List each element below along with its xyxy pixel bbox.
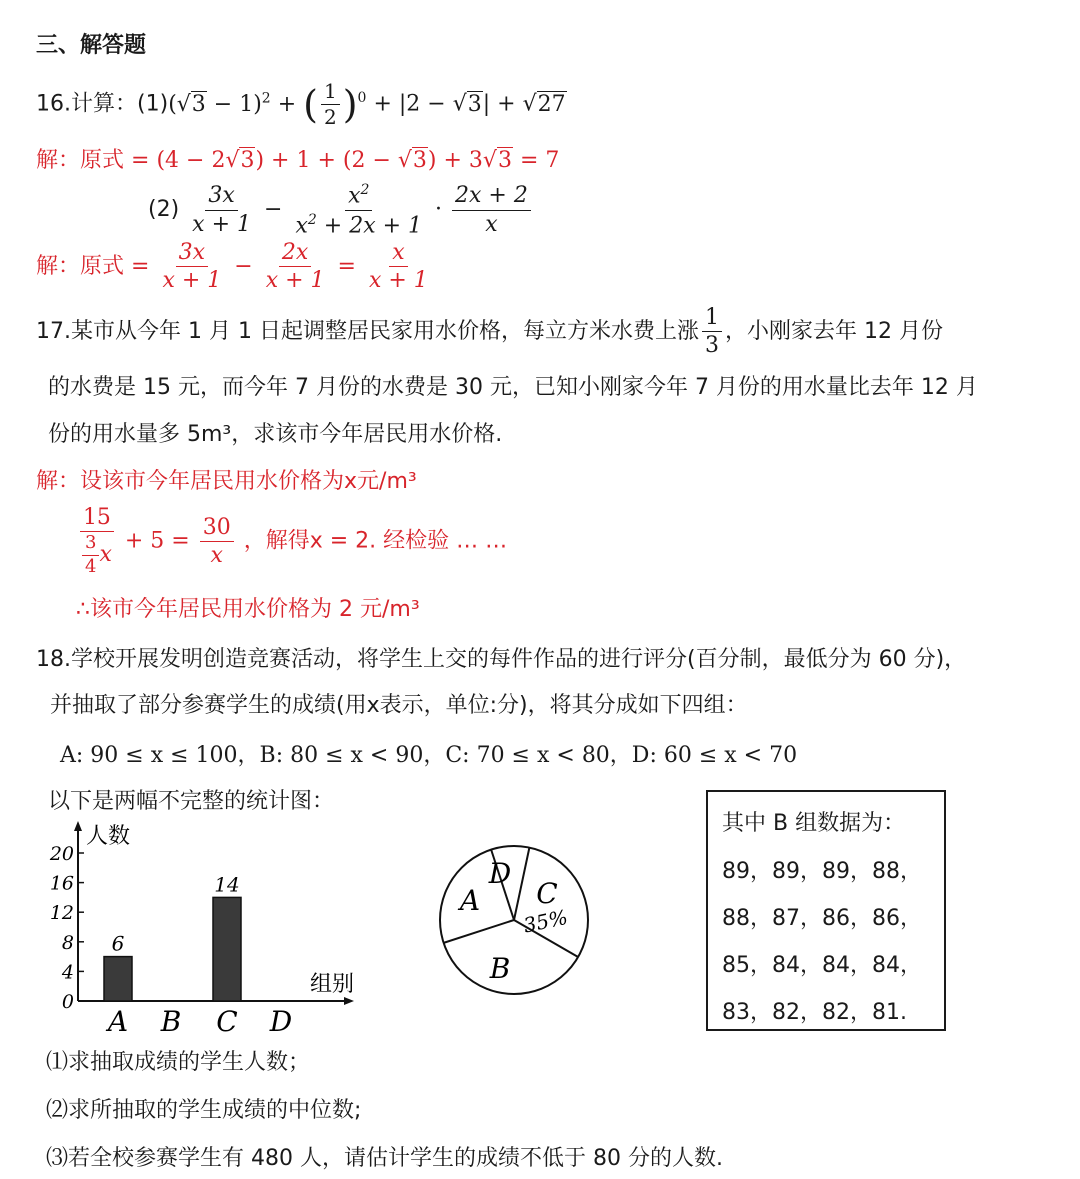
q18-line1: 18.学校开展发明创造竞赛活动，将学生上交的每件作品的进行评分(百分制，最低分为 60 分)，: [36, 647, 967, 672]
q18-sub2: ⑵求所抽取的学生成绩的中位数;: [46, 1098, 362, 1123]
pie-percent-C: 35%: [521, 904, 570, 938]
bar-category-C: C: [216, 1005, 238, 1038]
q17-solution-line1: 解：设该市今年居民用水价格为x元/m³: [36, 469, 417, 494]
pie-boundary: [514, 848, 529, 920]
q17-line2: 的水费是 15 元，而今年 7 月份的水费是 30 元，已知小刚家今年 7 月份的用水量比去年 12 月: [48, 375, 978, 400]
bar-category-A: A: [107, 1005, 129, 1038]
bar-A: [104, 957, 132, 1001]
pie-label-A: A: [459, 884, 481, 917]
bar-chart-y-tick-label: 16: [49, 872, 74, 895]
bar-chart-y-tick-label: 12: [49, 902, 74, 925]
bar-category-B: B: [160, 1005, 182, 1038]
q17-conclusion: ∴该市今年居民用水价格为 2 元/m³: [76, 597, 420, 622]
q17-equation: 15 $\frac{3}{4}$ x + 5 = $\frac{30}{x}$ ，解得x = 2. 经检验 … …: [76, 505, 507, 578]
q18-intro: 以下是两幅不完整的统计图：: [48, 789, 335, 814]
pie-boundary: [444, 920, 514, 943]
bar-chart-x-arrow: [344, 997, 354, 1005]
bar-chart-x-label: 组别: [310, 972, 355, 997]
q18-line2: 并抽取了部分参赛学生的成绩(用x表示，单位:分)，将其分成如下四组：: [50, 693, 748, 718]
group-b-data-row: 83，82，82，81.: [722, 1000, 907, 1025]
q16-solution-1: 解：原式 = (4 − 2√3) + 1 + (2 − √3) + 3√3 = 7: [36, 148, 560, 173]
bar-C: [213, 897, 241, 1001]
bar-chart-y-tick-label: 20: [49, 843, 74, 865]
bar-value-label-C: 14: [214, 872, 240, 897]
q17-line1: 17.某市从今年 1 月 1 日起调整居民家用水价格，每立方米水费上涨 $\frac{1}{3}$ ，小刚家去年 12 月份: [36, 305, 943, 359]
pie-label-D: D: [488, 857, 512, 890]
group-b-data-row: 88，87，86，86，: [722, 906, 922, 931]
pie-label-C: C: [536, 877, 558, 910]
group-b-title: 其中 B 组数据为：: [722, 811, 906, 836]
q16-part2: (2) $\frac{3x}{x + 1}$ − $\frac{x^2}{x^2 + 2x + 1}$ · $\frac{2x + 2}{x}$: [148, 182, 534, 238]
bar-chart-y-tick-label: 0: [61, 991, 74, 1013]
bar-value-label-A: 6: [111, 931, 125, 956]
q16-question: 16.计算：$(1)(√3 - 1)^2$ + ( $\frac{1}{2}$ )$^0$ + |2 − √3| + √27: [36, 79, 566, 129]
q16-solution-2: 解：原式 = $\frac{3x}{x + 1}$ − $\frac{2x}{x + 1}$ = $\frac{x}{x + 1}$: [36, 240, 428, 294]
bar-chart-y-arrow: [74, 821, 82, 831]
pie-label-B: B: [489, 952, 511, 985]
pie-chart: [432, 838, 596, 1002]
group-b-data-box: [706, 790, 946, 1031]
group-b-data-row: 85，84，84，84，: [722, 953, 922, 978]
q18-groups: A: 90 ≤ x ≤ 100，B: 80 ≤ x < 90，C: 70 ≤ x < 80，D: 60 ≤ x < 70: [60, 743, 798, 768]
q18-sub3: ⑶若全校参赛学生有 480 人，请估计学生的成绩不低于 80 分的人数.: [46, 1146, 723, 1171]
bar-category-D: D: [269, 1005, 293, 1038]
bar-chart: [30, 815, 380, 1045]
q18-sub1: ⑴求抽取成绩的学生人数；: [46, 1050, 311, 1075]
bar-chart-y-tick-label: 8: [61, 931, 74, 954]
bar-chart-y-tick-label: 4: [61, 961, 74, 984]
group-b-data-row: 89，89，89，88，: [722, 859, 922, 884]
section-title: 三、解答题: [36, 33, 147, 58]
bar-chart-y-label: 人数: [86, 824, 131, 849]
q17-line3: 份的用水量多 5m³，求该市今年居民用水价格.: [48, 422, 503, 447]
